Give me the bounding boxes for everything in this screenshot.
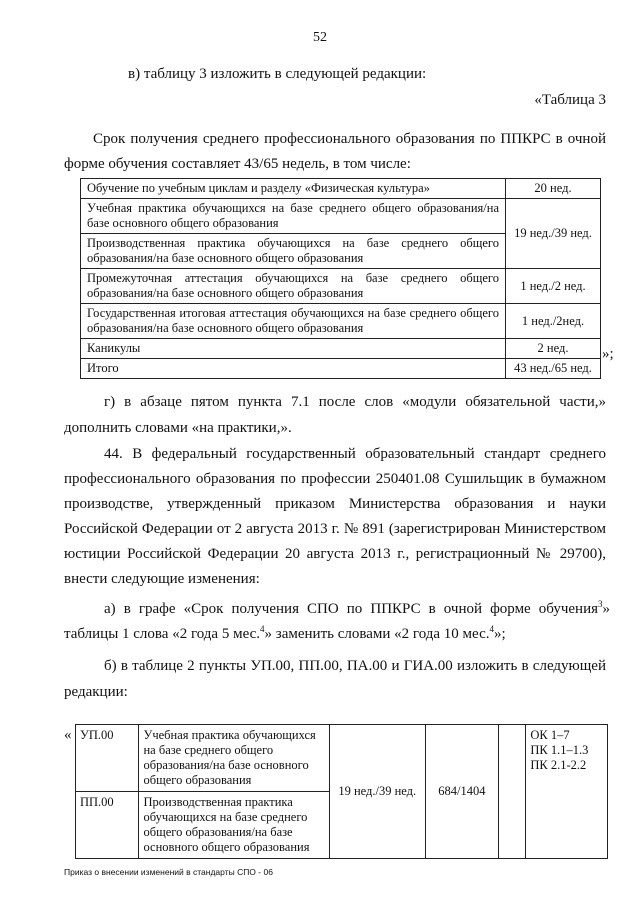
table-row <box>81 304 601 339</box>
table-cell: 20 нед. <box>506 179 601 199</box>
page-number: 52 <box>313 30 327 45</box>
table-cell: Обучение по учебным циклам и разделу «Физическая культура» <box>81 179 506 199</box>
paragraph-a-text: » заменить словами «2 года 10 мес. <box>264 626 490 642</box>
paragraph-v-intro: в) таблицу 3 изложить в следующей редакции: <box>128 66 427 82</box>
table-cell: 2 нед. <box>506 339 601 359</box>
table-cell: 1 нед./2нед. <box>506 304 601 339</box>
paragraph-b-line2: редакции: <box>64 684 128 700</box>
table-cell: Промежуточная аттестация обучающихся на базе среднего общего образования/на базе основного общего образования <box>81 269 506 304</box>
paragraph-44-line4: Российской Федерации от 2 августа 2013 г. № 891 (зарегистрирован Министерством <box>64 521 606 537</box>
table-cell: Государственная итоговая аттестация обучающихся на базе среднего общего образования/на базе основного общего образования <box>81 304 506 339</box>
footer-note: Приказ о внесении изменений в стандарты СПО - 06 <box>64 867 273 877</box>
competency-code: ОК 1–7 <box>530 728 570 742</box>
table-heading-line2: форме обучения составляет 43/65 недель, в том числе: <box>64 156 411 172</box>
footnote-mark: 4 <box>260 624 265 634</box>
table-label: «Таблица 3 <box>534 92 606 108</box>
table-row <box>81 269 601 304</box>
table-cell: УП.00 <box>76 725 139 792</box>
paragraph-a-text: а) в графе «Срок получения СПО по ППКРС в очной форме обучения <box>104 601 598 617</box>
table-3 <box>80 178 601 379</box>
paragraph-b-line1: б) в таблице 2 пункты УП.00, ПП.00, ПА.00 и ГИА.00 изложить в следующей <box>104 658 606 674</box>
paragraph-44-line2: профессионального образования по профессии 250401.08 Сушильщик в бумажном <box>64 471 606 487</box>
paragraph-a-text: таблицы 1 слова «2 года 5 мес. <box>64 626 261 642</box>
table-cell: 684/1404 <box>425 725 499 859</box>
paragraph-44-line1: 44. В федеральный государственный образовательный стандарт среднего <box>104 446 606 462</box>
table-cell: ПП.00 <box>76 792 139 859</box>
table-cell: Каникулы <box>81 339 506 359</box>
paragraph-44-line5: юстиции Российской Федерации 20 августа 2013 г., регистрационный № 29700), <box>64 546 606 562</box>
table-2-fragment <box>75 724 608 859</box>
table-cell: 19 нед./39 нед. <box>329 725 425 859</box>
table-cell: Учебная практика обучающихся на базе среднего общего образования/на базе основного общего образования <box>81 199 506 234</box>
table-row <box>81 179 601 199</box>
table-cell: Производственная практика обучающихся на базе среднего общего образования/на базе основного общего образования <box>139 792 329 859</box>
competency-code: ПК 1.1–1.3 <box>530 743 589 757</box>
competency-code: ПК 2.1-2.2 <box>530 758 587 772</box>
table-cell <box>499 725 526 859</box>
paragraph-44-line3: производстве, утвержденный приказом Министерства образования и науки <box>64 496 606 512</box>
table-cell <box>526 725 608 859</box>
footnote-mark: 4 <box>489 624 494 634</box>
table-close-quote: »; <box>602 346 614 362</box>
paragraph-a-text: » <box>602 601 610 617</box>
table-cell: Производственная практика обучающихся на базе среднего общего образования/на базе основного общего образования <box>81 234 506 269</box>
table-cell: 43 нед./65 нед. <box>506 359 601 379</box>
table-row <box>76 725 608 792</box>
paragraph-a-text: »; <box>494 626 506 642</box>
paragraph-44-line6: внести следующие изменения: <box>64 571 260 587</box>
paragraph-g-line1: г) в абзаце пятом пункта 7.1 после слов «модули обязательной части,» <box>104 394 606 410</box>
paragraph-g-line2: дополнить словами «на практики,». <box>64 420 292 436</box>
table-cell: 19 нед./39 нед. <box>506 199 601 269</box>
table-heading-line1: Срок получения среднего профессионального образования по ППКРС в очной <box>93 131 606 147</box>
table-row <box>81 199 601 234</box>
table-cell: Итого <box>81 359 506 379</box>
table-row <box>81 359 601 379</box>
table-cell: Учебная практика обучающихся на базе среднего общего образования/на базе основного общего образования <box>139 725 329 792</box>
table2-open-quote: « <box>64 727 72 743</box>
footnote-mark: 3 <box>598 599 603 609</box>
paragraph-a-line2 <box>64 620 506 649</box>
table-row <box>81 339 601 359</box>
table-cell: 1 нед./2 нед. <box>506 269 601 304</box>
